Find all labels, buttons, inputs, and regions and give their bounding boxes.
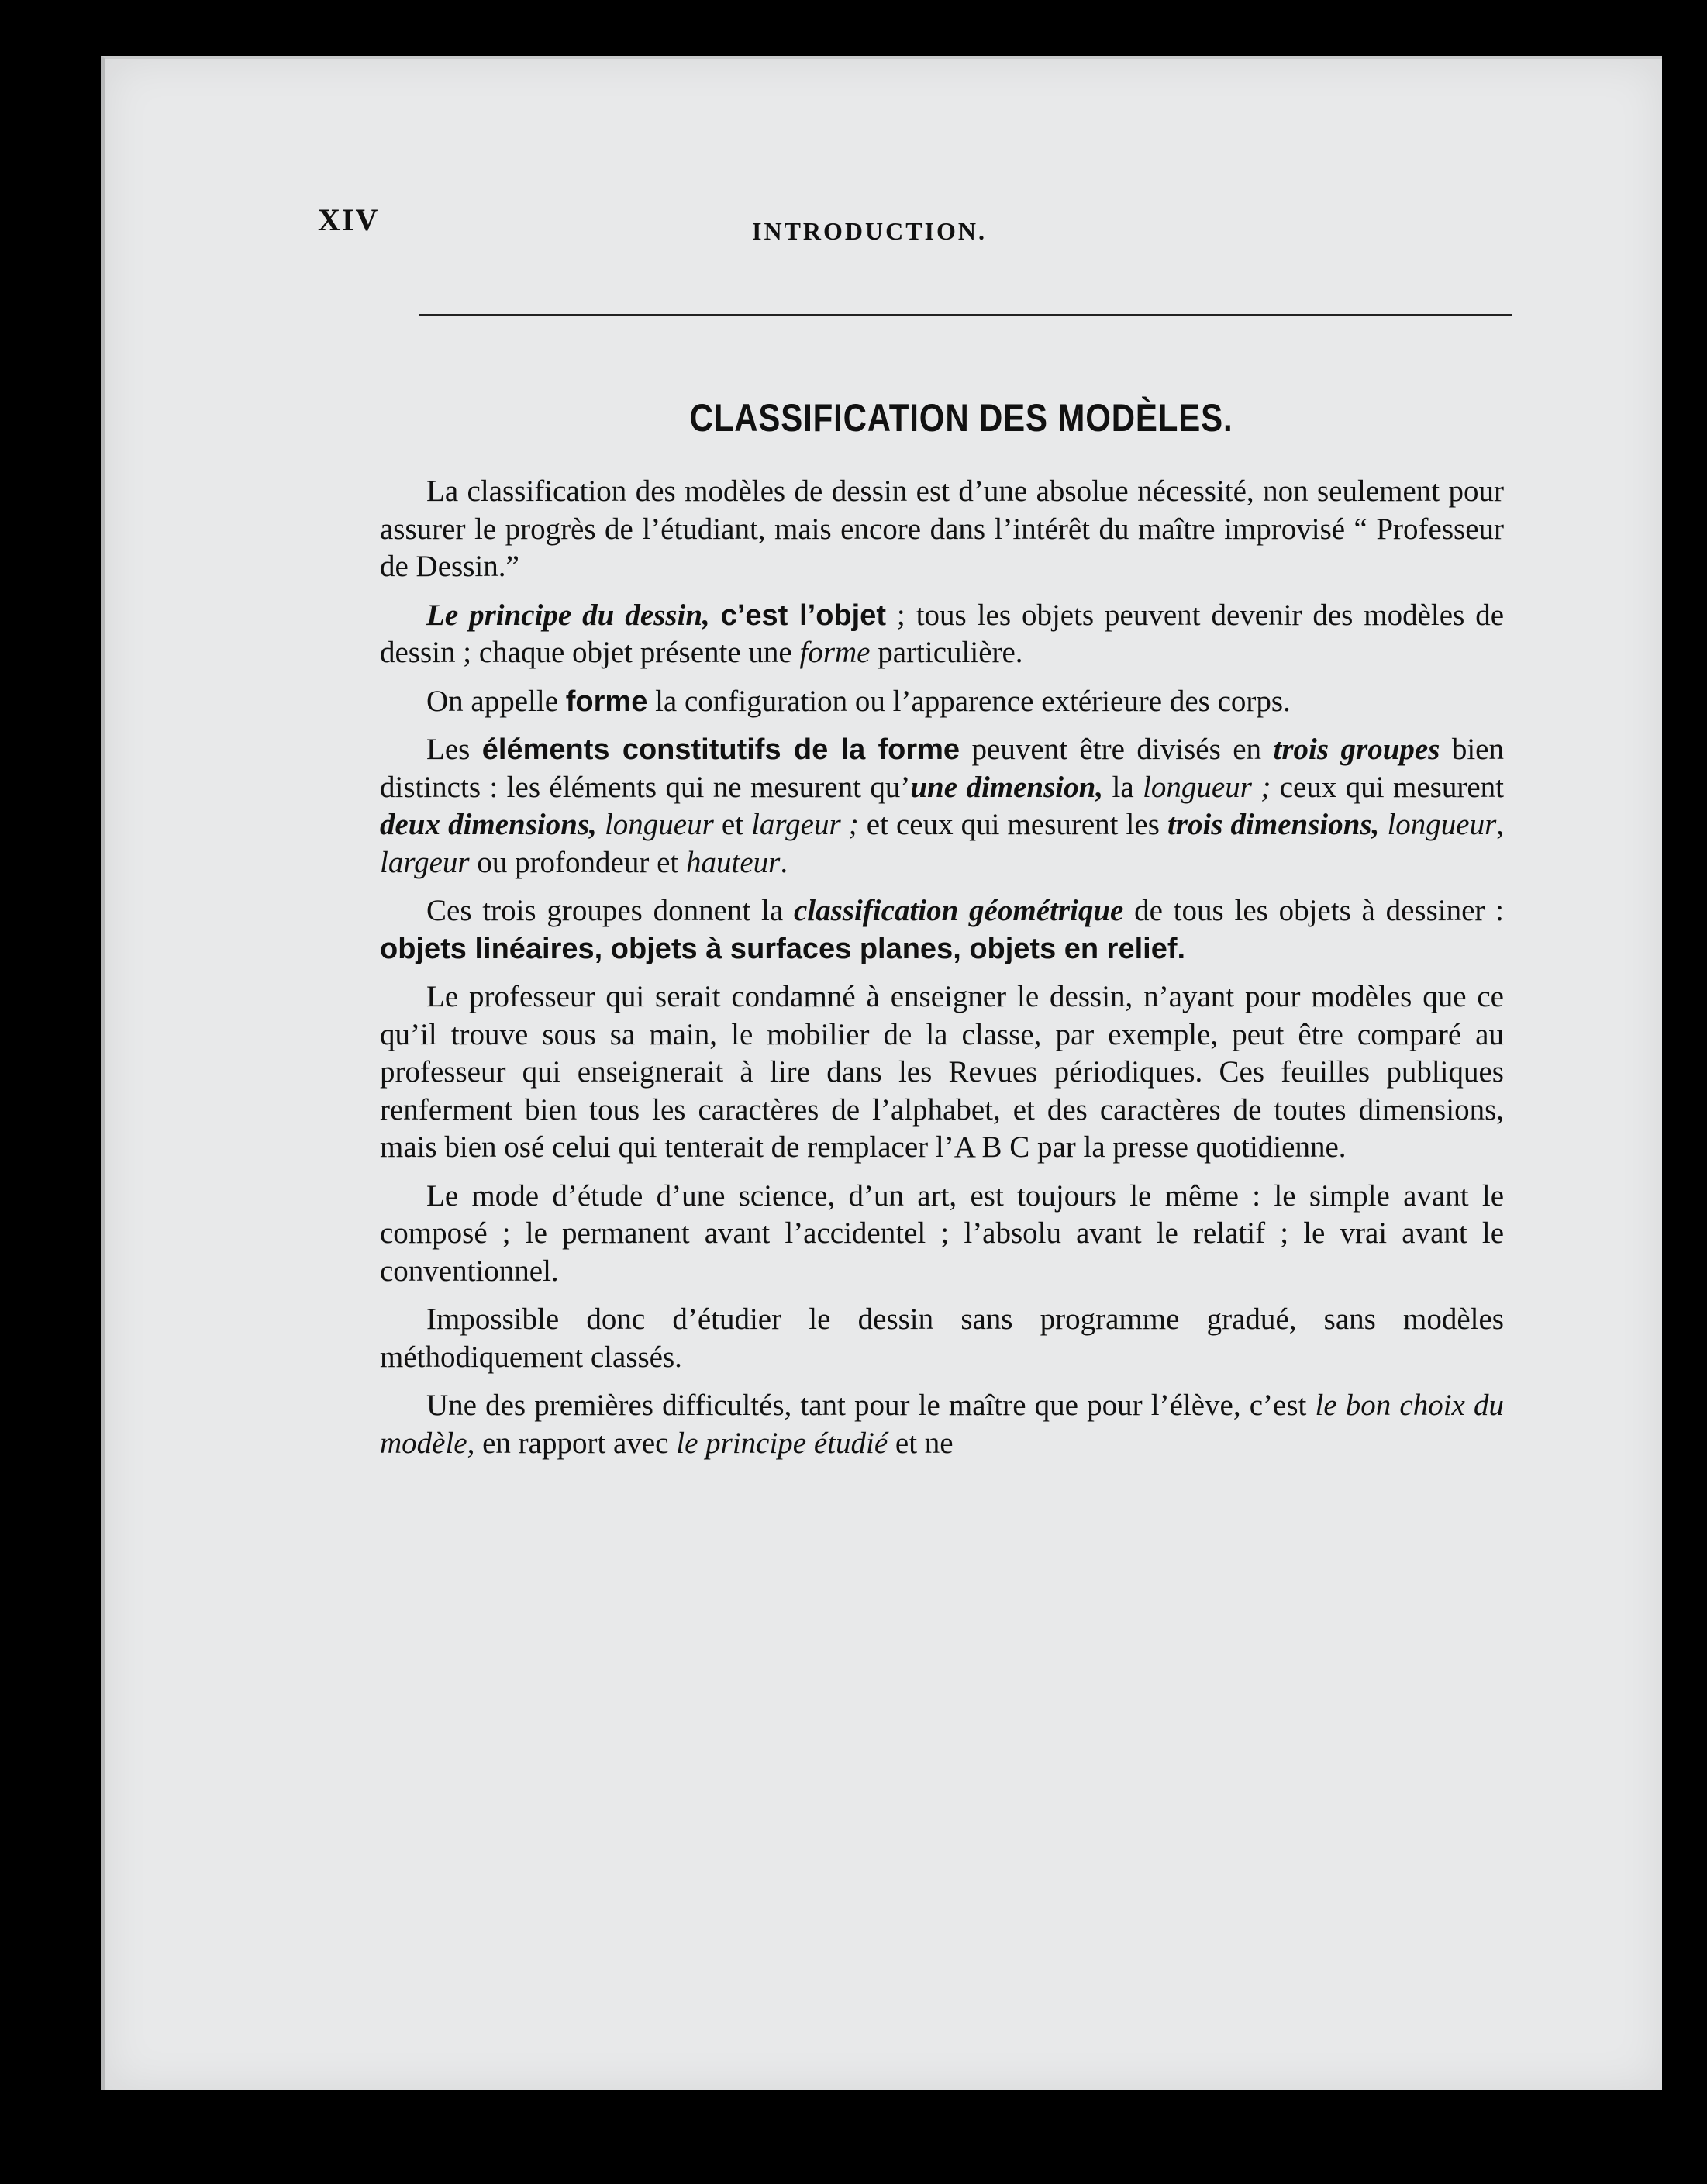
emphasis: longueur	[1387, 808, 1497, 841]
emphasis: forme	[565, 685, 648, 718]
paragraph-7: Le mode d’étude d’une science, d’un art, est toujours le même : le simple avant le composé ; le permanent avant l’accidentel ; l’absolu avant le relatif ; le vrai avant le conventionnel.	[380, 1178, 1504, 1288]
emphasis: le principe étudié	[676, 1426, 888, 1460]
emphasis: trois groupes	[1273, 733, 1440, 766]
emphasis: forme	[799, 636, 871, 669]
emphasis: largeur	[380, 845, 470, 879]
running-head: INTRODUCTION.	[752, 217, 988, 245]
emphasis: objets linéaires, objets à surfaces planes, objets en relief.	[380, 932, 1186, 965]
emphasis: trois dimensions,	[1167, 808, 1380, 841]
emphasis: largeur ;	[751, 808, 859, 841]
emphasis: longueur	[604, 808, 714, 841]
page-number: XIV	[318, 202, 380, 237]
section-title: CLASSIFICATION DES MODÈLES.	[689, 396, 1233, 440]
emphasis: classification géométrique	[793, 894, 1124, 927]
paragraph-1: La classification des modèles de dessin est d’une absolue nécessité, non seulement pour assurer le progrès de l’étudiant, mais encore dans l’intérêt du maître improvisé “ Professeur de Dessin.”	[380, 474, 1504, 583]
paragraph-9: Une des premières difficultés, tant pour le maître que pour l’élève, c’est le bon choix du modèle, en rapport avec le principe étudié et ne	[380, 1389, 1504, 1460]
body-text	[380, 473, 1504, 1473]
paragraph-6: Le professeur qui serait condamné à enseigner le dessin, n’ayant pour modèles que ce qu’il trouve sous sa main, le mobilier de la classe, par exemple, peut être comparé au professeur qui enseignerait à lire dans les Revues périodiques. Ces feuilles publiques renferment bien tous les caractères de l’alphabet, et des caractères de toutes dimensions, mais bien osé celui qui tenterait de remplacer l’A B C par la presse quotidienne.	[380, 980, 1504, 1164]
emphasis: Le principe du dessin,	[426, 598, 710, 632]
emphasis: longueur ;	[1143, 770, 1271, 804]
emphasis: deux dimensions,	[380, 808, 597, 841]
paragraph-3: On appelle forme la configuration ou l’apparence extérieure des corps.	[426, 684, 1291, 718]
paragraph-5: Ces trois groupes donnent la classification géométrique de tous les objets à dessiner : objets linéaires, objets à surfaces planes, objets en relief.	[380, 894, 1504, 965]
emphasis: une dimension,	[910, 770, 1104, 804]
paragraph-4: Les éléments constitutifs de la forme peuvent être divisés en trois groupes bien distincts : les éléments qui ne mesurent qu’une dimension, la longueur ; ceux qui mesurent deux dimensions, longueur et largeur ; et ceux qui mesurent les trois dimensions, longueur, largeur ou profondeur et hauteur.	[380, 733, 1505, 879]
page-header	[318, 202, 1512, 248]
header-rule	[419, 314, 1512, 316]
emphasis: c’est l’objet	[720, 599, 886, 632]
emphasis: éléments constitutifs de la forme	[481, 733, 960, 766]
paragraph-2: Le principe du dessin, c’est l’objet ; tous les objets peuvent devenir des modèles de dessin ; chaque objet présente une forme particulière.	[380, 598, 1505, 669]
emphasis: hauteur	[685, 845, 781, 879]
paragraph-8: Impossible donc d’étudier le dessin sans programme gradué, sans modèles méthodiquement classés.	[380, 1302, 1504, 1374]
emphasis: le bon choix du modèle,	[380, 1389, 1504, 1460]
